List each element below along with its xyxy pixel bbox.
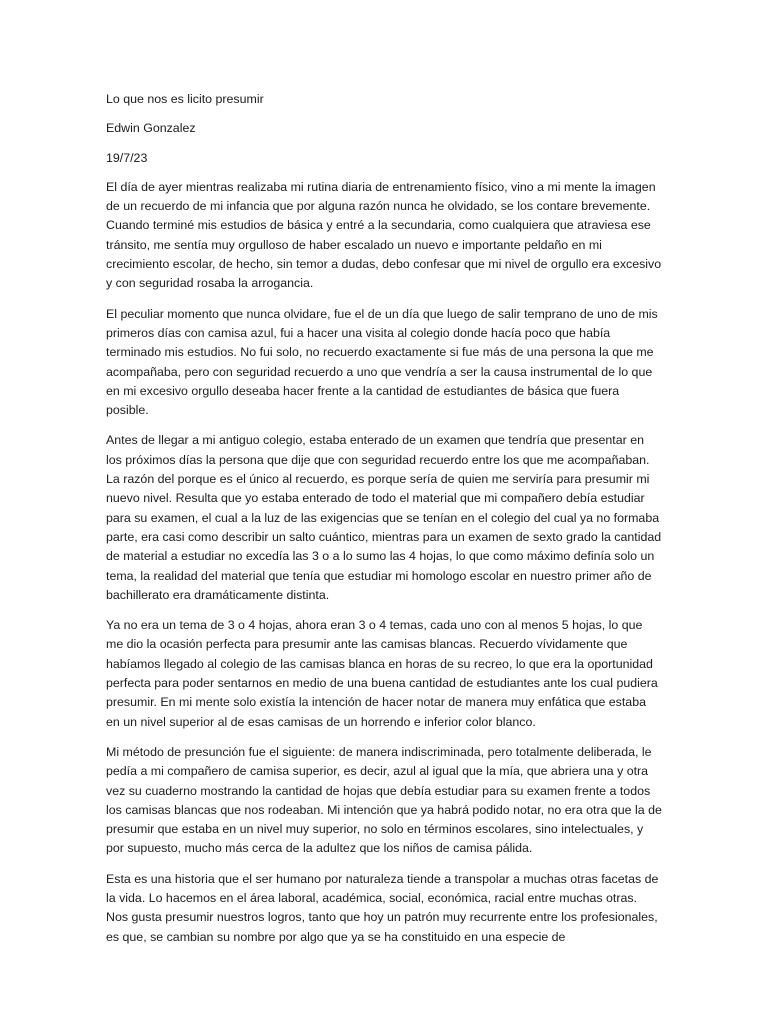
document-title: Lo que nos es licito presumir [106, 92, 264, 106]
paragraph-4: Ya no era un tema de 3 o 4 hojas, ahora eran 3 o 4 temas, cada uno con al menos 5 hojas, lo que me dio la ocasión perfecta para presumir ante las camisas blancas. Recuerdo vívidamente que habíamos llegado al colegio de las camisas blanca en horas de su recreo, lo que era la oportunidad perfecta para poder sentarnos en medio de una buena cantidad de estudiantes ante los cual pudiera presumir. En mi mente solo existía la intención de hacer notar de manera muy enfática que estaba en un nivel superior al de esas camisas de un horrendo e inferior color blanco. [106, 618, 658, 729]
paragraph-1: El día de ayer mientras realizaba mi rutina diaria de entrenamiento físico, vino a mi mente la imagen de un recuerdo de mi infancia que por alguna razón nunca he olvidado, se los contare brevemente. Cuando terminé mis estudios de básica y entré a la secundaria, como cualquiera que atraviesa ese tránsito, me sentía muy orgulloso de haber escalado un nuevo e importante peldaño en mi crecimiento escolar, de hecho, sin temor a dudas, debo confesar que mi nivel de orgullo era excesivo y con seguridad rosaba la arrogancia. [106, 179, 662, 291]
paragraph-6: Esta es una historia que el ser humano por naturaleza tiende a transpolar a muchas otras facetas de la vida. Lo hacemos en el área laboral, académica, social, económica, racial entre muchas otras. Nos gusta presumir nuestros logros, tanto que hoy un patrón muy recurrente entre los profesionales, es que, se cambian su nombre por algo que ya se ha constituido en una especie de [106, 871, 659, 944]
paragraph-3: Antes de llegar a mi antiguo colegio, estaba enterado de un examen que tendría que presentar en los próximos días la persona que dije que con seguridad recuerdo entre los que me acompañaban. La razón del porque es el único al recuerdo, es porque sería de quien me serviría para presumir mi nuevo nivel. Resulta que yo estaba enterado de todo el material que mi compañero debía estudiar para su examen, el cual a la luz de las exigencias que se tenían en el colegio del cual ya no formaba parte, era casi como describir un salto cuántico, mientras para un examen de sexto grado la cantidad de material a estudiar no excedía las 3 o a lo sumo las 4 hojas, lo que como máximo definía solo un tema, la realidad del material que tenía que estudiar mi homologo escolar en nuestro primer año de bachillerato era dramáticamente distinta. [106, 433, 662, 602]
document-author: Edwin Gonzalez [106, 121, 196, 136]
paragraph-2: El peculiar momento que nunca olvidare, fue el de un día que luego de salir temprano de uno de mis primeros días con camisa azul, fui a hacer una visita al colegio donde hacía poco que había terminado mis estudios. No fui solo, no recuerdo exactamente si fue más de una persona la que me acompañaba, pero con seguridad recuerdo a uno que vendría a ser la causa instrumental de lo que en mi excesivo orgullo deseaba hacer frente a la cantidad de estudiantes de básica que fuera posible. [106, 306, 658, 418]
document-date: 19/7/23 [106, 150, 148, 165]
document-page [106, 90, 662, 958]
paragraph-5: Mi método de presunción fue el siguiente: de manera indiscriminada, pero totalmente deliberada, le pedía a mi compañero de camisa superior, es decir, azul al igual que la mía, que abriera una y otra vez su cuaderno mostrando la cantidad de hojas que debía estudiar para su examen frente a todos los camisas blancas que nos rodeaban. Mi intención que ya habrá podido notar, no era otra que la de presumir que estaba en un nivel muy superior, no solo en términos escolares, sino intelectuales, y por supuesto, mucho más cerca de la adultez que los niños de camisa pálida. [106, 744, 662, 856]
